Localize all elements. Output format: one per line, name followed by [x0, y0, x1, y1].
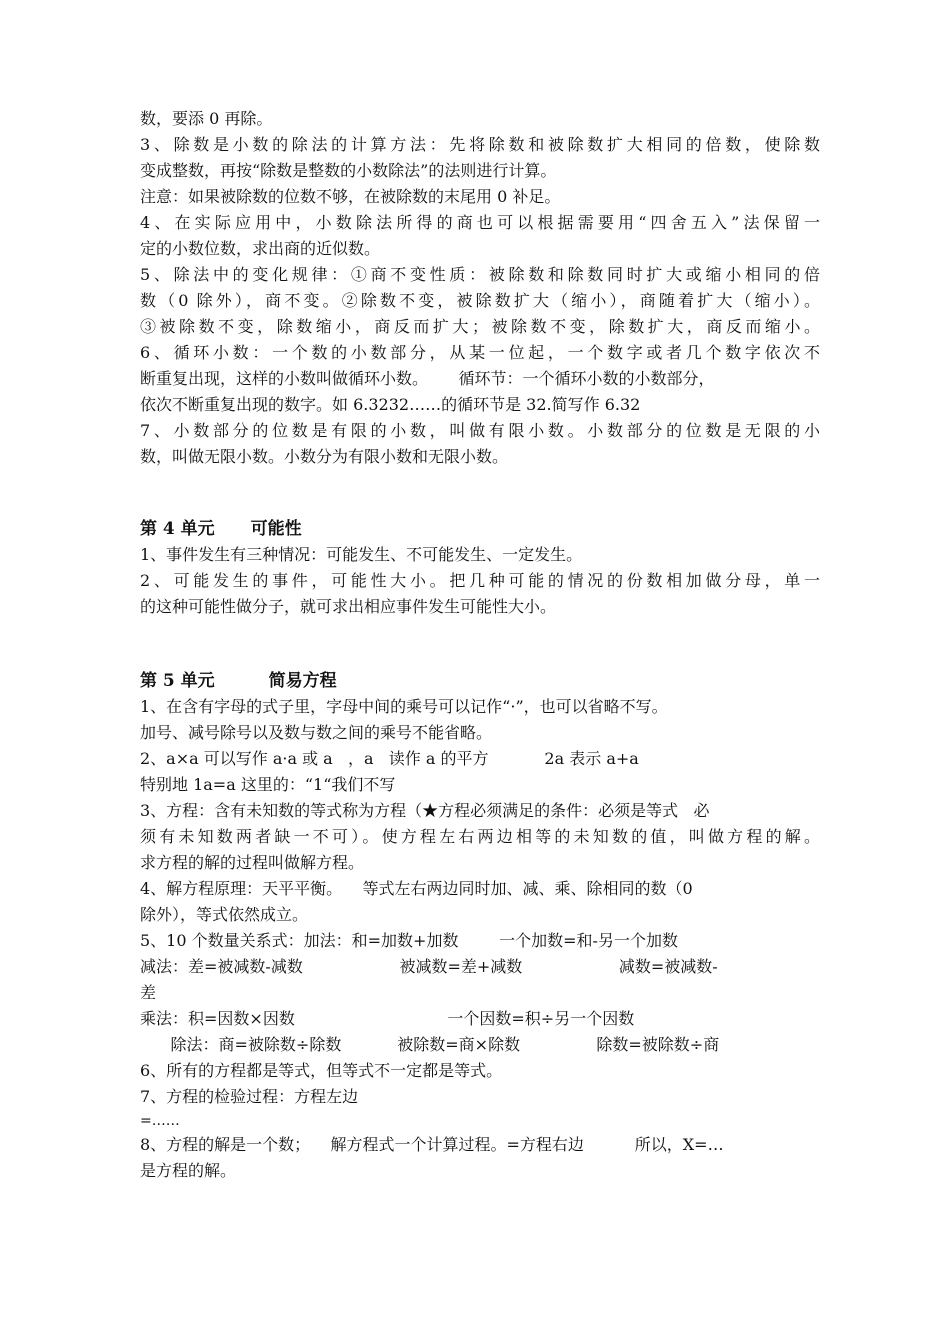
text-line: 6、所有的方程都是等式，但等式不一定都是等式。	[140, 1061, 503, 1080]
section-heading-unit5	[140, 670, 820, 694]
text-line: =……	[140, 1113, 180, 1129]
text-line: 须有未知数两者缺一不可）。使方程左右两边相等的未知数的值，叫做方程的解。	[140, 827, 820, 846]
text-line: 求方程的解的过程叫做解方程。	[140, 853, 365, 872]
text-line: 减法：差=被减数-减数 被减数=差+减数 减数=被减数-	[140, 957, 718, 976]
text-line: 7、小数部分的位数是有限的小数，叫做有限小数。小数部分的位数是无限的小	[140, 421, 820, 440]
text-line: 1、事件发生有三种情况：可能发生、不可能发生、一定发生。	[140, 545, 583, 564]
section-heading-unit4	[140, 518, 820, 542]
text-line: 除法：商=被除数÷除数 被除数=商×除数 除数=被除数÷商	[140, 1035, 720, 1054]
unit5-title: 简易方程	[268, 671, 337, 691]
text-line: 2、可能发生的事件，可能性大小。把几种可能的情况的份数相加做分母，单一	[140, 571, 820, 590]
text-line: 乘法：积=因数×因数 一个因数=积÷另一个因数	[140, 1009, 635, 1028]
text-line: 6、循环小数：一个数的小数部分，从某一位起，一个数字或者几个数字依次不	[140, 343, 820, 362]
text-line: 特别地 1a=a 这里的：“1“我们不写	[140, 775, 396, 794]
text-line: 断重复出现，这样的小数叫做循环小数。 循环节：一个循环小数的小数部分，	[140, 369, 715, 388]
unit4-label: 第 4 单元	[140, 519, 215, 539]
text-line: 5、除法中的变化规律：①商不变性质：被除数和除数同时扩大或缩小相同的倍	[140, 265, 820, 284]
unit5-label: 第 5 单元	[140, 671, 215, 691]
unit4-title: 可能性	[250, 519, 302, 539]
text-line: 1、在含有字母的式子里，字母中间的乘号可以记作“·”，也可以省略不写。	[140, 697, 668, 716]
text-line: 除外），等式依然成立。	[140, 905, 309, 924]
text-line: 注意：如果被除数的位数不够，在被除数的末尾用 0 补足。	[140, 187, 561, 206]
text-line: 3、方程：含有未知数的等式称为方程（★方程必须满足的条件：必须是等式 必	[140, 801, 710, 820]
text-line: 7、方程的检验过程：方程左边	[140, 1087, 359, 1106]
text-line: 加号、减号除号以及数与数之间的乘号不能省略。	[140, 723, 493, 742]
text-line: 8、方程的解是一个数； 解方程式一个计算过程。=方程右边 所以，X=…	[140, 1135, 724, 1154]
text-line: 依次不断重复出现的数字。如 6.3232……的循环节是 32.简写作 6.32	[140, 395, 641, 414]
text-line: 5、10 个数量关系式：加法：和=加数+加数 一个加数=和-另一个加数	[140, 931, 678, 950]
text-line: 是方程的解。	[140, 1161, 237, 1180]
text-line: 4、在实际应用中，小数除法所得的商也可以根据需要用“四舍五入”法保留一	[140, 213, 820, 232]
text-line: 差	[140, 983, 157, 1002]
text-line: 4、解方程原理：天平平衡。 等式左右两边同时加、减、乘、除相同的数（0	[140, 879, 693, 898]
text-line: 变成整数，再按“除数是整数的小数除法”的法则进行计算。	[140, 161, 557, 180]
text-line: 3、除数是小数的除法的计算方法：先将除数和被除数扩大相同的倍数，使除数	[140, 135, 820, 154]
text-line: ③被除数不变，除数缩小，商反而扩大；被除数不变，除数扩大，商反而缩小。	[140, 317, 820, 336]
text-line: 的这种可能性做分子，就可求出相应事件发生可能性大小。	[140, 597, 557, 616]
text-line: 数，叫做无限小数。小数分为有限小数和无限小数。	[140, 447, 509, 466]
text-line: 2、a×a 可以写作 a·a 或 a ，a 读作 a 的平方 2a 表示 a+a	[140, 749, 639, 768]
text-line: 数（0 除外），商不变。②除数不变，被除数扩大（缩小），商随着扩大（缩小）。	[140, 291, 820, 310]
text-line: 数，要添 0 再除。	[140, 109, 273, 128]
text-line: 定的小数位数，求出商的近似数。	[140, 239, 381, 258]
